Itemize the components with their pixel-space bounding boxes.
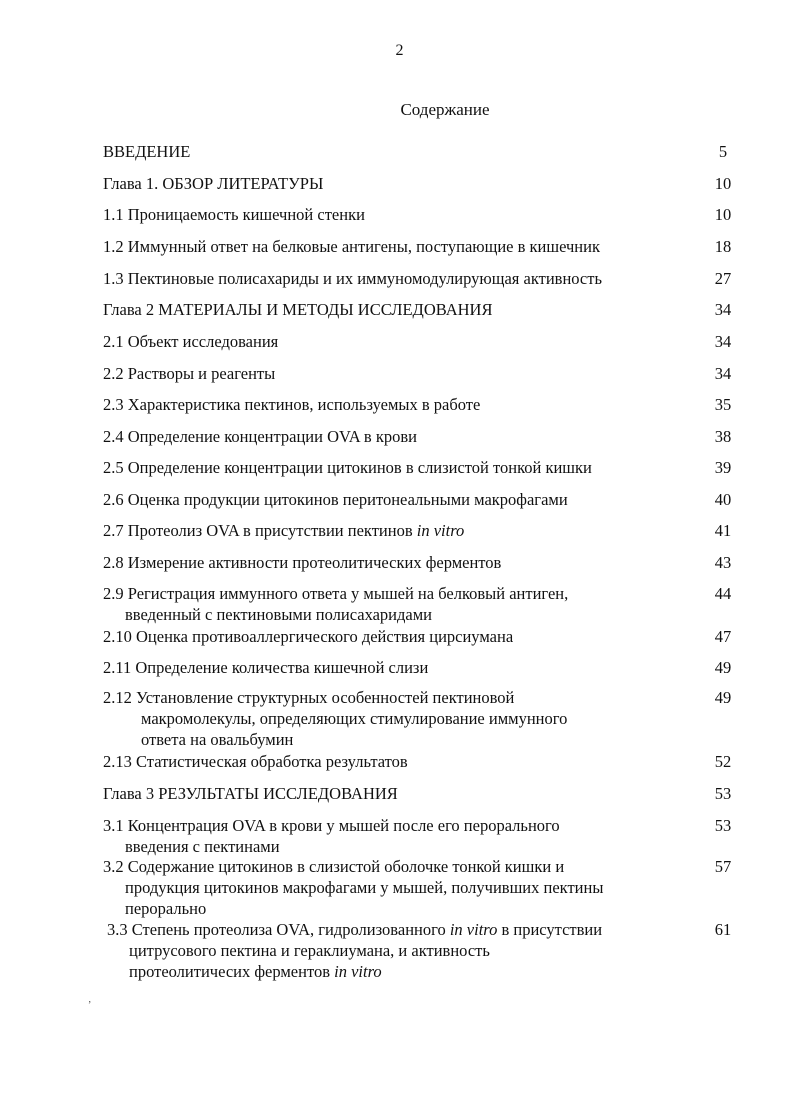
toc-entry-label: 2.5 Определение концентрации цитокинов в слизистой тонкой кишки bbox=[103, 458, 592, 477]
toc-entry-label: 2.10 Оценка противоаллергического действия цирсиумана bbox=[103, 627, 514, 646]
toc-entry-label: 3.3 Степень протеолиза OVA, гидролизованного in vitro в присутствии цитрусового пектина и гераклиумана, и активность протеолитичесих ферментов in vitro bbox=[107, 920, 603, 981]
toc-entry-page: 47 bbox=[714, 627, 732, 646]
toc-entry-page: 61 bbox=[714, 920, 732, 939]
toc-entry-label: 1.3 Пектиновые полисахариды и их иммуномодулирующая активность bbox=[103, 269, 602, 288]
toc-entry-page: 40 bbox=[714, 490, 732, 509]
toc-entry-page: 10 bbox=[714, 205, 732, 224]
toc-entry-page: 52 bbox=[714, 752, 732, 771]
toc-entry-label: 2.6 Оценка продукции цитокинов перитонеальными макрофагами bbox=[103, 490, 568, 509]
toc-entry-label: 2.9 Регистрация иммунного ответа у мышей на белковый антиген, введенный с пектиновыми полисахаридами bbox=[103, 584, 569, 624]
toc-entry-label: 3.1 Концентрация OVA в крови у мышей после его перорального введения с пектинами bbox=[103, 816, 560, 856]
toc-entry-label: 2.12 Установление структурных особенностей пектиновой макромолекулы, определяющих стимулирование иммунного ответа на овальбумин bbox=[103, 688, 568, 749]
toc-entry-label: 2.11 Определение количества кишечной слизи bbox=[103, 658, 429, 677]
page-number: 2 bbox=[395, 42, 404, 59]
toc-entry-label: Глава 2 МАТЕРИАЛЫ И МЕТОДЫ ИССЛЕДОВАНИЯ bbox=[103, 300, 493, 319]
toc-entry-label: Глава 1. ОБЗОР ЛИТЕРАТУРЫ bbox=[103, 174, 324, 193]
toc-entry-label: 2.13 Статистическая обработка результатов bbox=[103, 752, 408, 771]
toc-entry-page: 34 bbox=[714, 364, 732, 383]
toc-entry-page: 34 bbox=[714, 332, 732, 351]
toc-entry-page: 49 bbox=[714, 658, 732, 677]
toc-entry-page: 41 bbox=[714, 521, 732, 540]
toc-entry-label: ВВЕДЕНИЕ bbox=[103, 142, 191, 161]
toc-title: Содержание bbox=[400, 100, 490, 119]
toc-entry-page: 49 bbox=[714, 688, 732, 707]
toc-entry-label: 2.1 Объект исследования bbox=[103, 332, 279, 351]
toc-entry-label: 2.2 Растворы и реагенты bbox=[103, 364, 276, 383]
toc-entry-page: 38 bbox=[714, 427, 732, 446]
toc-entry-page: 43 bbox=[714, 553, 732, 572]
toc-entry-page: 53 bbox=[714, 816, 732, 835]
toc-entry-page: 5 bbox=[718, 142, 728, 161]
toc-entry-label: 2.4 Определение концентрации OVA в крови bbox=[103, 427, 417, 446]
toc-entry-page: 57 bbox=[714, 857, 732, 876]
toc-entry-label: 2.8 Измерение активности протеолитических ферментов bbox=[103, 553, 502, 572]
toc-entry-label: 2.3 Характеристика пектинов, используемых в работе bbox=[103, 395, 481, 414]
toc-entry-label: 3.2 Содержание цитокинов в слизистой оболочке тонкой кишки и продукция цитокинов макрофагами у мышей, получивших пектины перорально bbox=[103, 857, 604, 918]
toc-entry-page: 18 bbox=[714, 237, 732, 256]
toc-entry-page: 34 bbox=[714, 300, 732, 319]
toc-entry-page: 39 bbox=[714, 458, 732, 477]
toc-entry-label: Глава 3 РЕЗУЛЬТАТЫ ИССЛЕДОВАНИЯ bbox=[103, 784, 398, 803]
toc-entry-label: 1.2 Иммунный ответ на белковые антигены, поступающие в кишечник bbox=[103, 237, 600, 256]
toc-entry-page: 10 bbox=[714, 174, 732, 193]
toc-entry-page: 44 bbox=[714, 584, 732, 603]
toc-entry-page: 35 bbox=[714, 395, 732, 414]
toc-entry-label: 1.1 Проницаемость кишечной стенки bbox=[103, 205, 365, 224]
scan-mark: ’ bbox=[88, 1000, 92, 1011]
toc-entry-label: 2.7 Протеолиз OVA в присутствии пектинов in vitro bbox=[103, 521, 465, 540]
toc-entry-page: 27 bbox=[714, 269, 732, 288]
toc-entry-page: 53 bbox=[714, 784, 732, 803]
